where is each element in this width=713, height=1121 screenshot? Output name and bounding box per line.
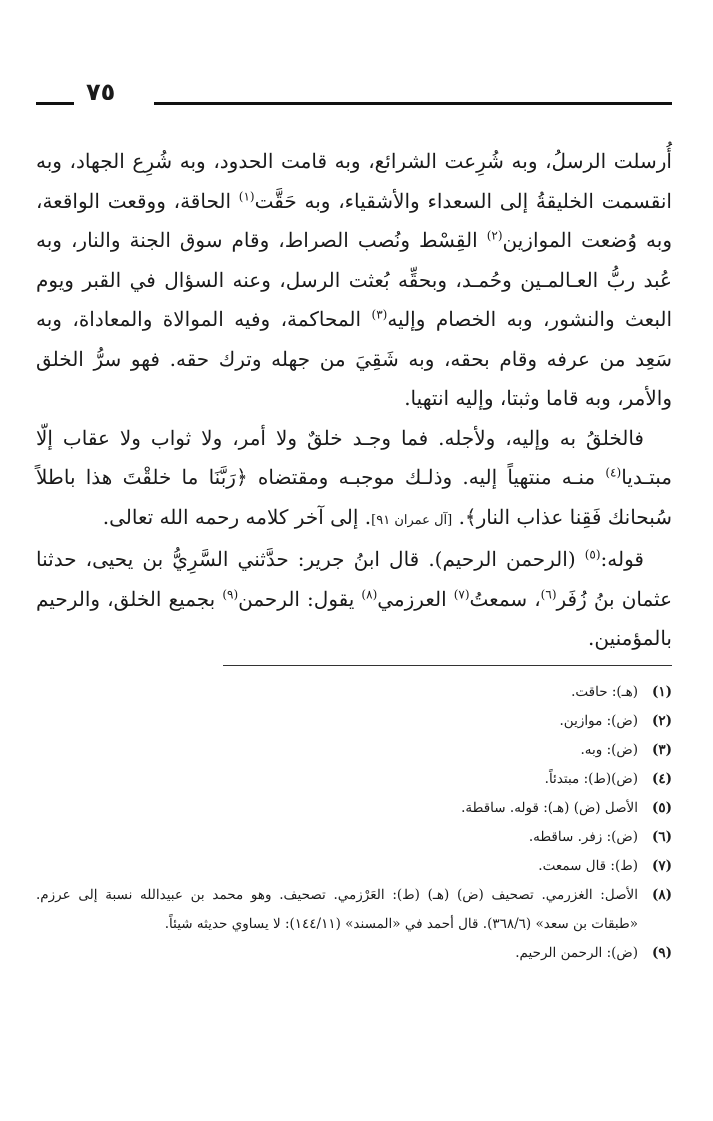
paragraph-1-text-d: المحاكمة، وفيه الموالاة والمعاداة، وبه سَعِد من عرفه وقام بحقه، وبه شَقِيَ من جهله وترك حقه. فهو سرُّ الخلق والأمر، وبه قاما وثبتا، وإليه انتهيا. [36,307,672,410]
paragraph-3-text-f: بجميع الخلق، والرحيم بالمؤمنين. [36,586,672,650]
footnote-number: (٢) [651,713,672,729]
footnote-item [36,881,672,939]
paragraph-1-text: أُرسلت الرسلُ، وبه شُرِعت الشرائع، وبه قامت الحدود، وبه شُرِع الجهاد، وبه انقسمت الخليقةُ إلى السعداء والأشقياء، وبه حَقَّت [36,149,672,213]
header-rule-right [154,102,672,105]
paragraph-3-text-e: يقول: الرحمن [238,586,362,611]
footnote-text: الأصل: الغزرمي. تصحيف (ض) (هـ) (ط): العَرْزمي. تصحيف. وهو محمد بن عبيدالله نسبة إلى عرزم. «طبقات بن سعد» (٣٦٨/٦). قال أحمد في «المسند» (١٤٤/١١): لا يساوي حديثه شيئاً. [36,887,638,932]
footnote-number: (٦) [651,829,672,845]
paragraph-1-text-b: الحاقة، ووقعت الواقعة، وبه وُضعت الموازين [36,188,672,252]
paragraph-3 [36,540,672,659]
quran-citation: [آل عمران ٩١] [371,512,453,528]
paragraph-3-text: قوله: [600,547,644,571]
footnote-item [36,939,672,968]
paragraph-1-text-c: القِسْط ونُصب الصراط، وقام سوق الجنة والنار، وبه عُبد ربُّ العـالمـين وحُمـد، وبحقِّه بُعثت الرسل، وعنه السؤال في القبر ويوم البعث والنشور، وبه الخصام وإليه [36,228,672,331]
paragraph-3-text-d: العرزمي [377,586,454,611]
footnote-item [36,823,672,852]
footnote-text: (ض)(ط): مبتدئاً. [544,771,638,787]
footnote-number: (٧) [651,858,672,874]
footnote-item [36,794,672,823]
paragraph-2-text: فالخلقُ به وإليه، ولأجله. فما وجـد خلقٌ ولا أمر، ولا ثواب ولا عقاب إلّا مبتـديا [36,425,672,489]
footnotes [36,678,672,968]
paragraph-3-text-b: (الرحمن الرحيم). قال ابنُ جرير: حدَّثني السَّرِيُّ بن يحيى، حدثنا عثمان بنُ زُفَر [36,547,673,611]
footnote-text: (ض): الرحمن الرحيم. [515,945,638,961]
paragraph-2-text-c: . إلى آخر كلامه رحمه الله تعالى. [102,504,372,529]
main-text [36,142,672,659]
footnote-item [36,707,672,736]
footnote-text: (ض): موازين. [559,713,638,729]
footnote-ref-3[interactable]: (٣) [371,307,388,322]
footnote-number: (١) [651,684,672,700]
footnote-ref-6[interactable]: (٦) [540,586,557,601]
footnote-separator [223,665,672,666]
footnote-ref-4[interactable]: (٤) [605,465,622,480]
footnote-text: (ض): وبه. [580,742,638,758]
footnote-ref-8[interactable]: (٨) [361,586,378,601]
footnote-number: (٥) [651,800,672,816]
footnote-number: (٩) [651,945,672,961]
footnote-text: (ض): زفر. ساقطه. [528,829,638,845]
footnote-ref-5[interactable]: (٥) [584,547,601,562]
footnote-number: (٣) [651,742,672,758]
footnote-item [36,765,672,794]
header-rule-left [36,102,74,105]
footnote-ref-2[interactable]: (٢) [486,228,503,243]
paragraph-2 [36,419,672,541]
footnote-number: (٨) [651,887,672,903]
footnote-text: (ط): قال سمعت. [538,858,638,874]
footnote-item [36,736,672,765]
footnote-item [36,852,672,881]
footnote-ref-7[interactable]: (٧) [453,586,470,601]
footnote-ref-9[interactable]: (٩) [222,586,239,601]
paragraph-3-text-c: ، سمعتُ [469,586,541,611]
paragraph-2-text-b: منـه منتهياً إليه. وذلـك موجبـه ومقتضاه ﴿رَبَّنَا ما خلقْتَ هذا باطلاً سُبحانك فَقِنا عذاب النار﴾. [36,465,672,529]
page-number: ٧٥ [86,78,116,106]
footnote-item [36,678,672,707]
footnote-number: (٤) [651,771,672,787]
footnote-ref-1[interactable]: (١) [238,188,255,203]
footnote-text: (هـ): حاقت. [571,684,638,700]
footnote-text: الأصل (ض) (هـ): قوله. ساقطة. [461,800,638,816]
page-header [36,78,672,108]
paragraph-1 [36,142,672,419]
